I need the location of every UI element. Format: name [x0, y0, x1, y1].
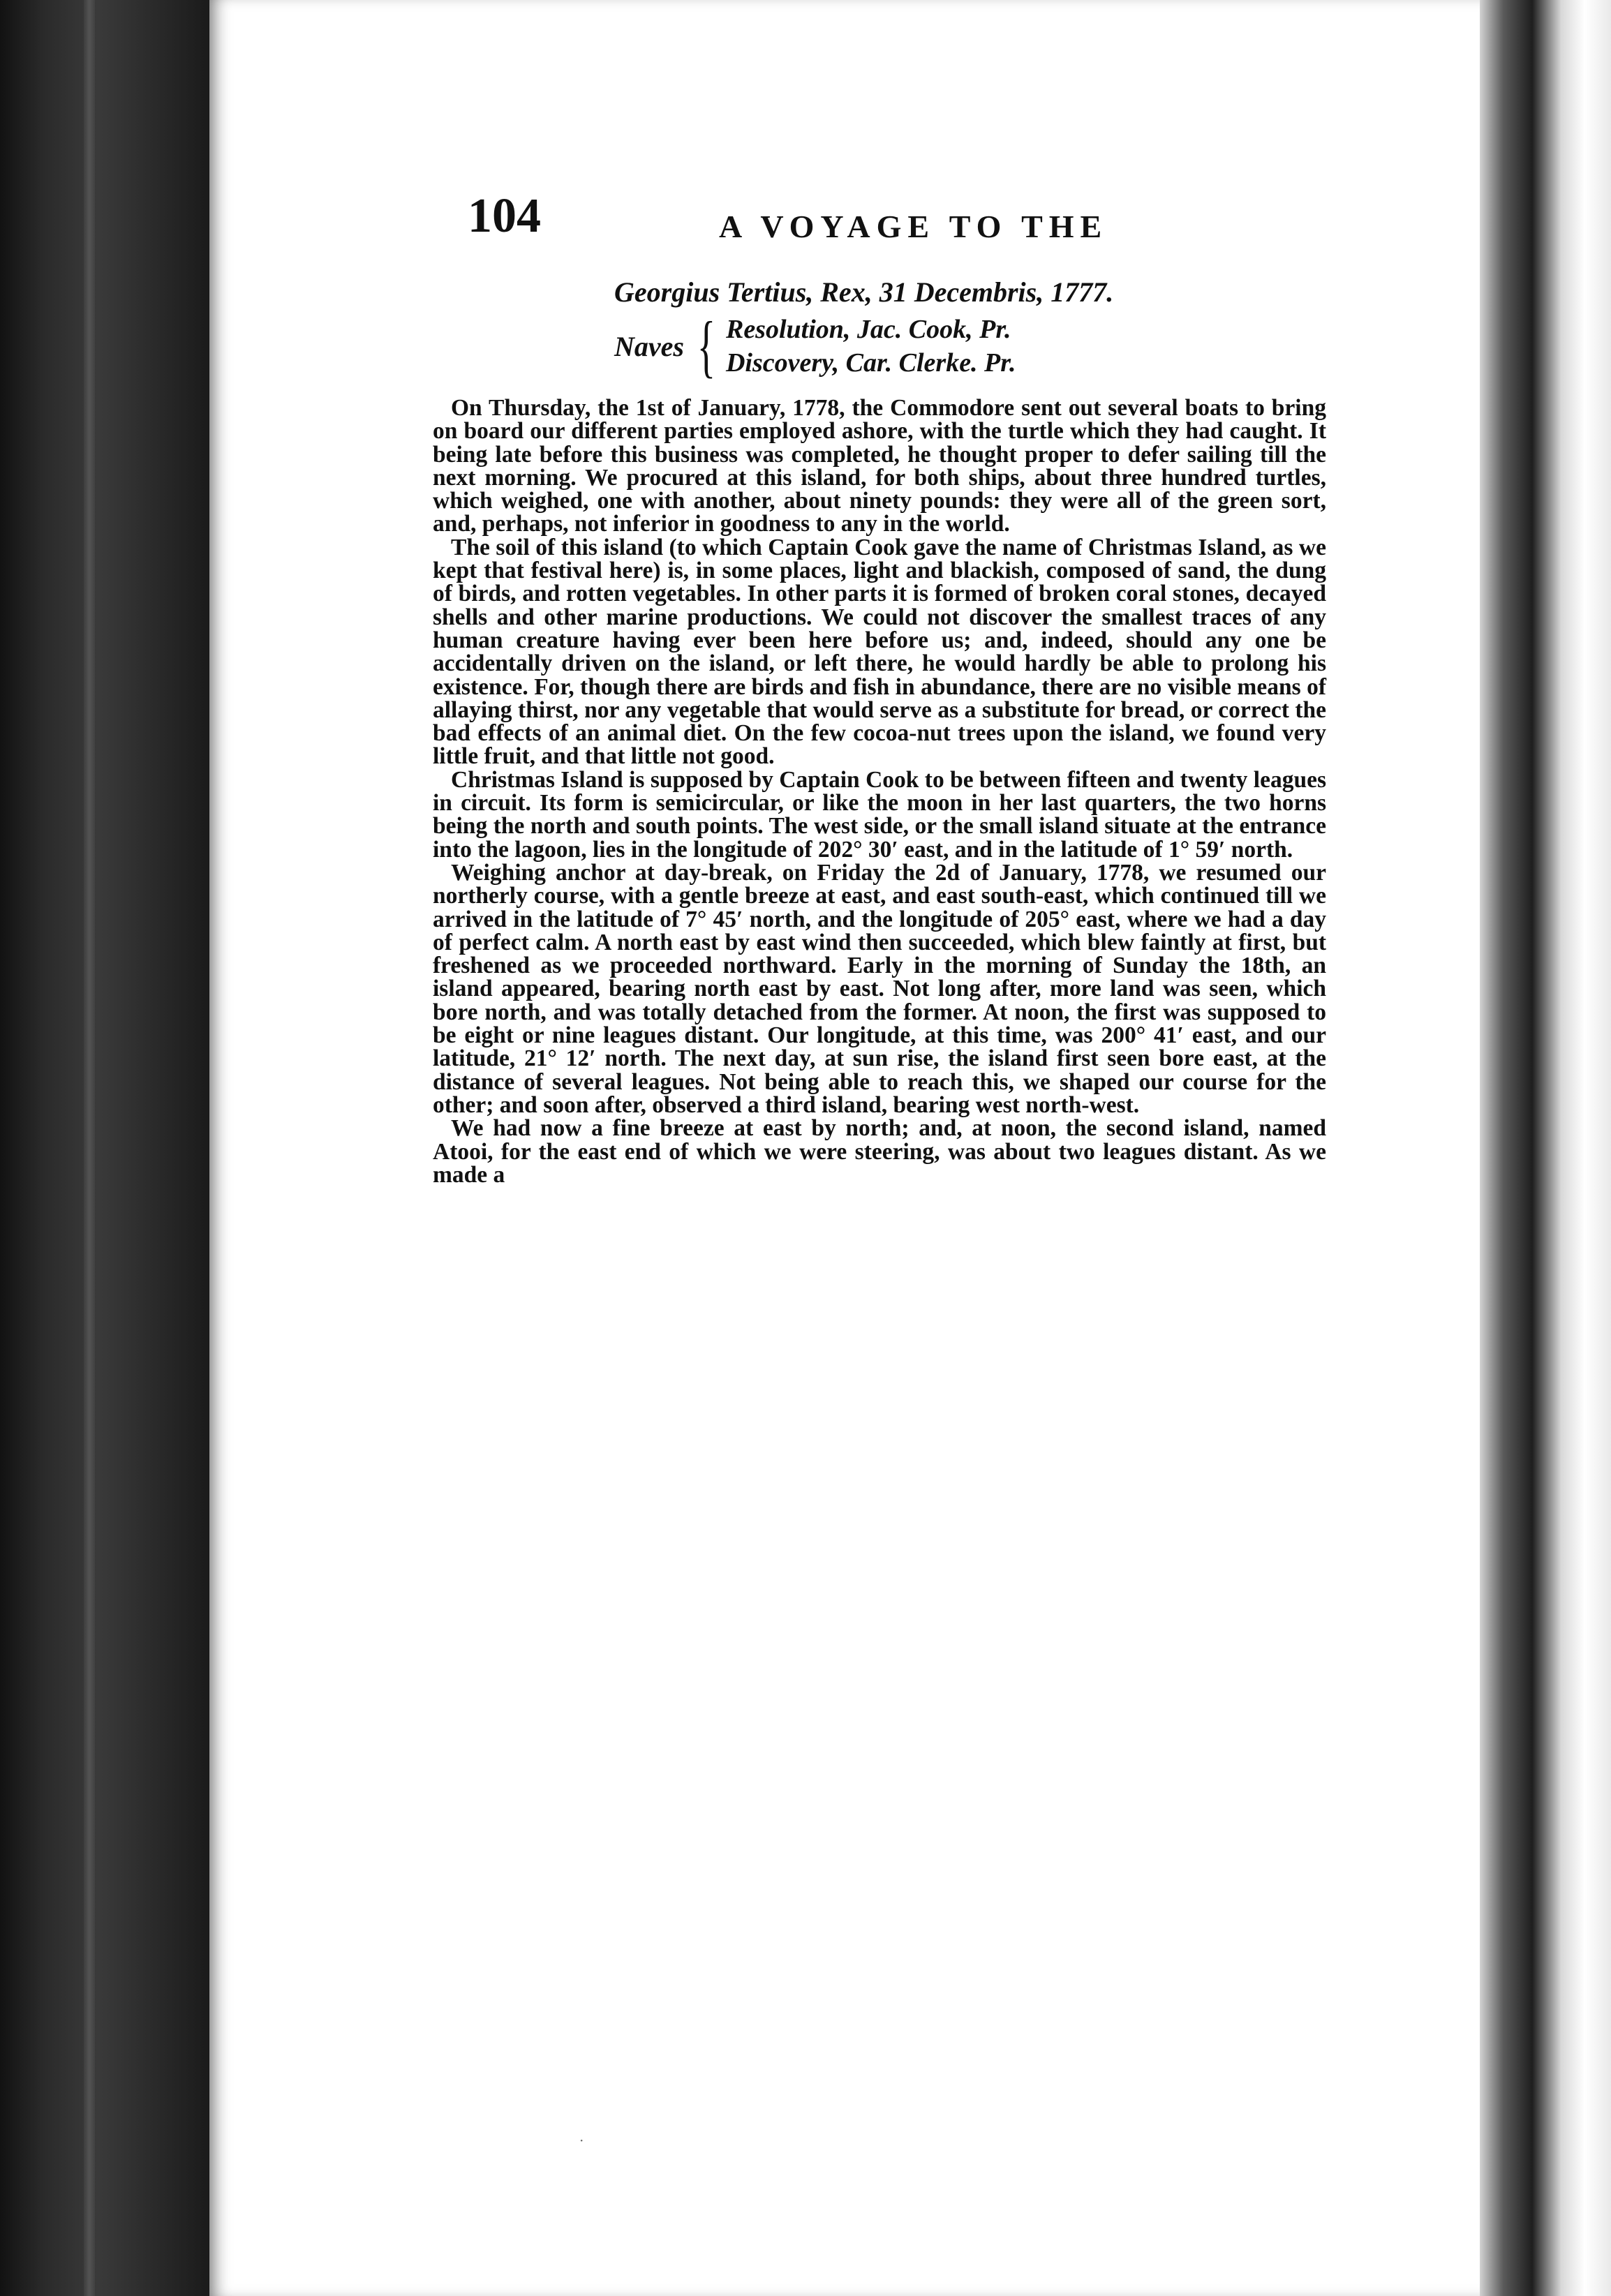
ink-speck: ·	[579, 2132, 584, 2149]
running-head	[468, 188, 1354, 258]
paragraph: Weighing anchor at day-break, on Friday the 2d of January, 1778, we resumed our northerly course, with a gentle breeze at east, and east south-east, which continued till we arrived in the latitude of 7° 45′ north, and the longitude of 205° east, where we had a day of perfect calm. A north east by east wind then succeeded, which blew faintly at first, but freshened as we proceeded northward. Early in the morning of Sunday the 18th, an island appeared, bearing north east by east. Not long after, more land was seen, which bore north, and was totally detached from the former. At noon, the first was supposed to be eight or nine leagues distant. Our longitude, at this time, was 200° 41′ east, and our latitude, 21° 12′ north. The next day, at sun rise, the island first seen bore east, at the distance of several leagues. Not being able to reach this, we shaped our course for the other; and soon after, observed a third island, bearing west north-west.	[433, 859, 1326, 1118]
inscription-line: Georgius Tertius, Rex, 31 Decembris, 1777.	[614, 276, 1114, 308]
paragraph: We had now a fine breeze at east by north; and, at noon, the second island, named Atooi, for the east end of which we were steering, was about two leagues distant. As we made a	[433, 1115, 1326, 1188]
brace-glyph: {	[697, 307, 716, 385]
naves-row	[614, 307, 1215, 385]
ship-list	[726, 313, 1016, 380]
naves-label: Naves	[614, 330, 684, 362]
paragraph: The soil of this island (to which Captain Cook gave the name of Christmas Island, as we kept that festival here) is, in some places, light and blackish, composed of sand, the dung of birds, and rotten vegetables. In other parts it is formed of broken coral stones, decayed shells and other marine productions. We could not discover the smallest traces of any human creature having ever been here before us; and, indeed, should any one be accidentally driven on the island, or left there, he would hardly be able to prolong his existence. For, though there are birds and fish in abundance, there are no visible means of allaying thirst, nor any vegetable that would serve as a substitute for bread, or correct the bad effects of an animal diet. On the few cocoa-nut trees upon the island, we found very little fruit, and that little not good.	[433, 534, 1326, 770]
paragraph: On Thursday, the 1st of January, 1778, the Commodore sent out several boats to bring on board our different parties employed ashore, with the turtle which they had caught. It being late before this business was completed, he thought proper to defer sailing till the next morning. We procured at this island, for both ships, about three hundred turtles, which weighed, one with another, about ninety pounds: they were all of the green sort, and, perhaps, not inferior in goodness to any in the world.	[433, 395, 1326, 537]
body-text	[433, 396, 1326, 1911]
ship-resolution: Resolution, Jac. Cook, Pr.	[725, 315, 1011, 344]
paragraph: Christmas Island is supposed by Captain Cook to be between fifteen and twenty leagues in circuit. Its form is semicircular, or like the moon in her last quarters, the two horns being the north and south points. The west side, or the small island situate at the entrance into the lagoon, lies in the longitude of 202° 30′ east, and in the latitude of 1° 59′ north.	[433, 766, 1326, 863]
running-title: A VOYAGE TO THE	[719, 209, 1108, 244]
inscription-block	[614, 276, 1215, 385]
facing-page-edge	[1480, 0, 1611, 2296]
ship-discovery: Discovery, Car. Clerke. Pr.	[725, 348, 1016, 378]
page-number: 104	[468, 189, 541, 243]
book-spine-edge	[0, 0, 216, 2296]
